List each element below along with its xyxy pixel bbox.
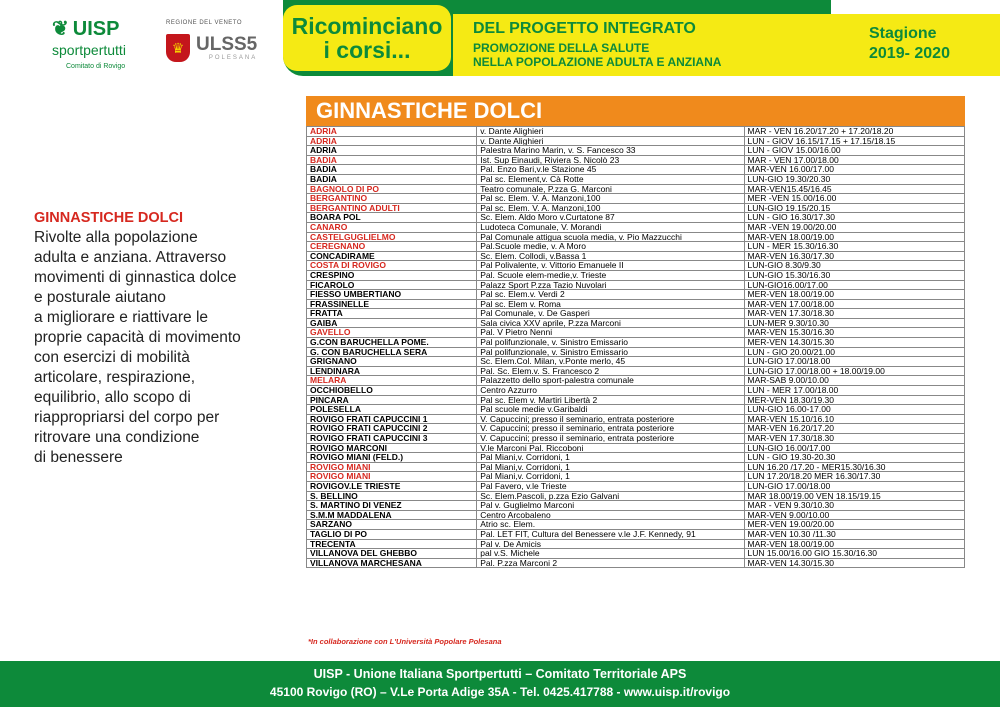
table-row [307, 213, 965, 223]
table-row [307, 539, 965, 549]
season-years: 2019- 2020 [869, 45, 950, 62]
row-city: BERGANTINO ADULTI [307, 203, 477, 213]
row-city: G.CON BARUCHELLA POME. [307, 338, 477, 348]
table-row [307, 136, 965, 146]
row-place: Centro Azzurro [477, 386, 744, 396]
row-city: BERGANTINO [307, 194, 477, 204]
row-place: Pal Comunale attigua scuola media, v. Pio Mazzucchi [477, 232, 744, 242]
row-time: MER -VEN 15.00/16.00 [744, 194, 964, 204]
table-row [307, 242, 965, 252]
table-row [307, 434, 965, 444]
leaf-icon: ❦ [52, 18, 69, 40]
schedule-table [306, 126, 965, 568]
table-row [307, 376, 965, 386]
row-place: Pal scuole medie v.Garibaldi [477, 405, 744, 415]
row-city: OCCHIOBELLO [307, 386, 477, 396]
row-place: V. Capuccini; presso il seminario, entrata posteriore [477, 414, 744, 424]
row-city: ROVIGO FRATI CAPUCCINI 1 [307, 414, 477, 424]
table-row [307, 462, 965, 472]
table-row [307, 472, 965, 482]
row-place: Sc. Elem.Col. Milan, v.Ponte merlo, 45 [477, 357, 744, 367]
row-place: Pal Comunale, v. De Gasperi [477, 309, 744, 319]
row-time: LUN-GIO 17.00/18.00 + 18.00/19.00 [744, 366, 964, 376]
row-place: Pal sc. Element,v. Cà Rotte [477, 174, 744, 184]
row-place: Sc. Elem. Aldo Moro v.Curtatone 87 [477, 213, 744, 223]
row-place: Pal sc. Elem v. Martiri Libertà 2 [477, 395, 744, 405]
table-row [307, 261, 965, 271]
row-place: Ist. Sup Einaudi, Riviera S. Nicolò 23 [477, 155, 744, 165]
row-place: Pal v. Guglielmo Marconi [477, 501, 744, 511]
table-row [307, 529, 965, 539]
row-city: CASTELGUGLIELMO [307, 232, 477, 242]
top-banner [283, 0, 1000, 76]
row-time: MAR-VEN 17.00/18.00 [744, 299, 964, 309]
row-place: Pal sc. Elem v. Roma [477, 299, 744, 309]
table-row [307, 405, 965, 415]
row-time: LUN - MER 15.30/16.30 [744, 242, 964, 252]
row-city: GAVELLO [307, 328, 477, 338]
row-time: MAR-VEN 18.00/19.00 [744, 539, 964, 549]
row-city: FRASSINELLE [307, 299, 477, 309]
banner-promotion-1: PROMOZIONE DELLA SALUTE [473, 41, 650, 55]
uisp-logo [52, 18, 152, 70]
row-time: MAR-VEN 16.00/17.00 [744, 165, 964, 175]
banner-tab [283, 5, 451, 71]
table-row [307, 127, 965, 137]
row-place: Atrio sc. Elem. [477, 520, 744, 530]
row-city: CONCADIRAME [307, 251, 477, 261]
ulss-sub: POLESANA [208, 55, 258, 61]
row-place: Pal polifunzionale, v. Sinistro Emissario [477, 338, 744, 348]
row-city: SARZANO [307, 520, 477, 530]
ulss-logo [166, 20, 266, 62]
row-time: MAR-VEN 16.30/17.30 [744, 251, 964, 261]
table-row [307, 510, 965, 520]
table-row [307, 357, 965, 367]
uisp-committee: Comitato di Rovigo [66, 63, 126, 70]
row-city: PINCARA [307, 395, 477, 405]
table-row [307, 299, 965, 309]
row-place: Teatro comunale, P.zza G. Marconi [477, 184, 744, 194]
table-row [307, 386, 965, 396]
row-place: v. Dante Alighieri [477, 127, 744, 137]
row-place: Pal. Scuole elem-medie,v. Trieste [477, 270, 744, 280]
table-row [307, 347, 965, 357]
row-city: GAIBA [307, 318, 477, 328]
row-time: MER-VEN 18.30/19.30 [744, 395, 964, 405]
row-city: COSTA DI ROVIGO [307, 261, 477, 271]
row-place: Pal v. De Amicis [477, 539, 744, 549]
row-place: V.le Marconi Pal. Riccoboni [477, 443, 744, 453]
row-time: LUN-MER 9.30/10.30 [744, 318, 964, 328]
table-row [307, 366, 965, 376]
season-label: Stagione [869, 25, 937, 42]
table-row [307, 270, 965, 280]
row-place: Pal polifunzionale, v. Sinistro Emissario [477, 347, 744, 357]
side-title: GINNASTICHE DOLCI [34, 210, 184, 226]
row-time: LUN - MER 17.00/18.00 [744, 386, 964, 396]
side-text: Rivolte alla popolazione adulta e anziana. Attraverso movimenti di ginnastica dolce e posturale aiutano a migliorare e riattivare le proprie capacità di movimento con esercizi di mobilità articolare, respirazione, equilibrio, allo scopo di riappropriarsi del corpo per ritrovare una condizione di benessere [34, 229, 241, 466]
row-city: S.M.M MADDALENA [307, 510, 477, 520]
row-city: BAGNOLO DI PO [307, 184, 477, 194]
row-city: ADRIA [307, 136, 477, 146]
table-row [307, 222, 965, 232]
row-place: V. Capuccini; presso il seminario, entrata posteriore [477, 434, 744, 444]
row-time: LUN 15.00/16.00 GIO 15.30/16.30 [744, 549, 964, 559]
row-time: MAR - VEN 16.20/17.20 + 17.20/18.20 [744, 127, 964, 137]
row-place: v. Dante Alighieri [477, 136, 744, 146]
row-time: MAR-SAB 9.00/10.00 [744, 376, 964, 386]
lion-shield-icon: ♛ [166, 34, 190, 62]
row-time: MAR 18.00/19.00 VEN 18.15/19.15 [744, 491, 964, 501]
row-place: Pal. V Pietro Nenni [477, 328, 744, 338]
row-time: LUN-GIO 19.15/20.15 [744, 203, 964, 213]
table-row [307, 520, 965, 530]
row-time: LUN 17.20/18.20 MER 16.30/17.30 [744, 472, 964, 482]
row-place: Centro Arcobaleno [477, 510, 744, 520]
row-city: S. BELLINO [307, 491, 477, 501]
table-row [307, 194, 965, 204]
row-place: Pal sc. Elem. V. A. Manzoni,100 [477, 194, 744, 204]
row-place: pal v.S. Michele [477, 549, 744, 559]
ulss-name: ULSS5 [196, 34, 258, 55]
row-city: ROVIGO MIANI (FELD.) [307, 453, 477, 463]
region-label: REGIONE DEL VENETO [166, 20, 243, 26]
side-description [34, 208, 274, 468]
row-city: POLESELLA [307, 405, 477, 415]
table-row [307, 424, 965, 434]
row-time: MAR-VEN 17.30/18.30 [744, 309, 964, 319]
row-place: Pal Miani,v. Corridoni, 1 [477, 472, 744, 482]
banner-tab-line1: Ricominciano [291, 13, 443, 39]
row-time: LUN - GIOV 15.00/16.00 [744, 146, 964, 156]
row-city: CEREGNANO [307, 242, 477, 252]
row-time: MAR-VEN 18.00/19.00 [744, 232, 964, 242]
row-city: LENDINARA [307, 366, 477, 376]
row-time: MAR-VEN 9.00/10.00 [744, 510, 964, 520]
table-row [307, 558, 965, 568]
row-city: S. MARTINO DI VENEZ [307, 501, 477, 511]
row-place: Pal Miani,v. Corridoni, 1 [477, 462, 744, 472]
row-city: ROVIGO FRATI CAPUCCINI 2 [307, 424, 477, 434]
row-place: Sc. Elem.Pascoli, p.zza Ezio Galvani [477, 491, 744, 501]
row-city: FRATTA [307, 309, 477, 319]
row-time: MAR -VEN 19.00/20.00 [744, 222, 964, 232]
row-time: LUN - GIO 20.00/21.00 [744, 347, 964, 357]
footer-contact: 45100 Rovigo (RO) – V.Le Porta Adige 35A - Tel. 0425.417788 - www.uisp.it/rovigo [269, 685, 731, 699]
row-time: MAR-VEN 16.20/17.20 [744, 424, 964, 434]
row-time: MAR - VEN 17.00/18.00 [744, 155, 964, 165]
row-city: GRIGNANO [307, 357, 477, 367]
table-row [307, 184, 965, 194]
row-place: Ludoteca Comunale, V. Morandi [477, 222, 744, 232]
row-place: Pal.Scuole medie, v. A Moro [477, 242, 744, 252]
table-row [307, 338, 965, 348]
table-row [307, 395, 965, 405]
row-city: BADIA [307, 174, 477, 184]
row-place: Sala civica XXV aprile, P.zza Marconi [477, 318, 744, 328]
table-row [307, 318, 965, 328]
table-row [307, 280, 965, 290]
row-city: MELARA [307, 376, 477, 386]
row-city: BADIA [307, 165, 477, 175]
row-place: Pal sc. Elem.v. Verdi 2 [477, 290, 744, 300]
footer [0, 661, 1000, 707]
row-place: Pal. LET FIT, Cultura del Benessere v.le J.F. Kennedy, 91 [477, 529, 744, 539]
row-time: MAR-VEN 15.10/16.10 [744, 414, 964, 424]
row-time: LUN - GIOV 16.15/17.15 + 17.15/18.15 [744, 136, 964, 146]
row-place: Palestra Marino Marin, v. S. Fancesco 33 [477, 146, 744, 156]
table-header [306, 96, 965, 126]
table-row [307, 146, 965, 156]
row-city: CRESPINO [307, 270, 477, 280]
row-city: TAGLIO DI PO [307, 529, 477, 539]
row-time: MER-VEN 19.00/20.00 [744, 520, 964, 530]
table-row [307, 203, 965, 213]
row-time: MER-VEN 18.00/19.00 [744, 290, 964, 300]
row-place: Pal sc. Elem. V. A. Manzoni,100 [477, 203, 744, 213]
table-row [307, 328, 965, 338]
banner-tab-line2: i corsi... [323, 37, 411, 63]
row-place: Pal. Sc. Elem.v. S. Francesco 2 [477, 366, 744, 376]
row-place: Pal. Enzo Bari,v.le Stazione 45 [477, 165, 744, 175]
row-city: ROVIGO MARCONI [307, 443, 477, 453]
row-time: LUN - GIO 19.30-20.30 [744, 453, 964, 463]
row-city: ADRIA [307, 146, 477, 156]
row-time: LUN-GIO 19.30/20.30 [744, 174, 964, 184]
table-row [307, 232, 965, 242]
row-time: MAR - VEN 9.30/10.30 [744, 501, 964, 511]
row-time: LUN-GIO 17.00/18.00 [744, 481, 964, 491]
table-row [307, 155, 965, 165]
row-place: Pal Favero, v.le Trieste [477, 481, 744, 491]
row-place: Pal. P.zza Marconi 2 [477, 558, 744, 568]
footer-org: UISP - Unione Italiana Sportpertutti – Comitato Territoriale APS [313, 667, 687, 681]
banner-project: DEL PROGETTO INTEGRATO [473, 20, 696, 37]
row-time: MAR-VEN 15.30/16.30 [744, 328, 964, 338]
row-city: TRECENTA [307, 539, 477, 549]
table-row [307, 414, 965, 424]
row-city: VILLANOVA MARCHESANA [307, 558, 477, 568]
row-city: BADIA [307, 155, 477, 165]
table-row [307, 309, 965, 319]
table-row [307, 165, 965, 175]
row-place: Pal Polivalente, v. Vittorio Emanuele II [477, 261, 744, 271]
table-row [307, 443, 965, 453]
table-row [307, 501, 965, 511]
row-time: MER-VEN 14.30/15.30 [744, 338, 964, 348]
table-row [307, 251, 965, 261]
row-city: FIESSO UMBERTIANO [307, 290, 477, 300]
row-time: LUN-GIO16.00/17.00 [744, 280, 964, 290]
row-time: LUN-GIO 8.30/9.30 [744, 261, 964, 271]
row-time: LUN-GIO 15.30/16.30 [744, 270, 964, 280]
season [869, 24, 950, 64]
row-time: LUN-GIO 16.00-17.00 [744, 405, 964, 415]
row-city: VILLANOVA DEL GHEBBO [307, 549, 477, 559]
row-place: Pal Miani,v. Corridoni, 1 [477, 453, 744, 463]
row-place: Sc. Elem. Collodi, v.Bassa 1 [477, 251, 744, 261]
banner-promotion [473, 41, 721, 69]
row-time: LUN 16.20 /17.20 - MER15.30/16.30 [744, 462, 964, 472]
table-title: GINNASTICHE DOLCI [316, 98, 543, 123]
table-row [307, 453, 965, 463]
row-city: ROVIGO MIANI [307, 462, 477, 472]
row-city: ROVIGO MIANI [307, 472, 477, 482]
row-place: V. Capuccini; presso il seminario, entrata posteriore [477, 424, 744, 434]
row-city: ROVIGO FRATI CAPUCCINI 3 [307, 434, 477, 444]
uisp-sport: sportpertutti [52, 42, 126, 58]
row-time: LUN-GIO 17.00/18.00 [744, 357, 964, 367]
uisp-word: UISP [72, 18, 120, 40]
row-time: LUN-GIO 16.00/17.00 [744, 443, 964, 453]
row-place: Palazzetto dello sport-palestra comunale [477, 376, 744, 386]
table-row [307, 481, 965, 491]
row-time: MAR-VEN 17.30/18.30 [744, 434, 964, 444]
collaboration-note: *In collaborazione con L'Università Popolare Polesana [308, 637, 502, 646]
row-city: BOARA POL [307, 213, 477, 223]
row-time: MAR-VEN 14.30/15.30 [744, 558, 964, 568]
table-row [307, 290, 965, 300]
row-city: G. CON BARUCHELLA SERA [307, 347, 477, 357]
row-place: Palazz Sport P.zza Tazio Nuvolari [477, 280, 744, 290]
banner-promotion-2: NELLA POPOLAZIONE ADULTA E ANZIANA [473, 55, 722, 69]
row-time: MAR-VEN 10.30 /11.30 [744, 529, 964, 539]
row-city: CANARO [307, 222, 477, 232]
table-row [307, 174, 965, 184]
row-city: ADRIA [307, 127, 477, 137]
table-row [307, 491, 965, 501]
row-time: LUN - GIO 16.30/17.30 [744, 213, 964, 223]
row-city: FICAROLO [307, 280, 477, 290]
row-time: MAR-VEN15.45/16.45 [744, 184, 964, 194]
table-row [307, 549, 965, 559]
row-city: ROVIGOV.LE TRIESTE [307, 481, 477, 491]
